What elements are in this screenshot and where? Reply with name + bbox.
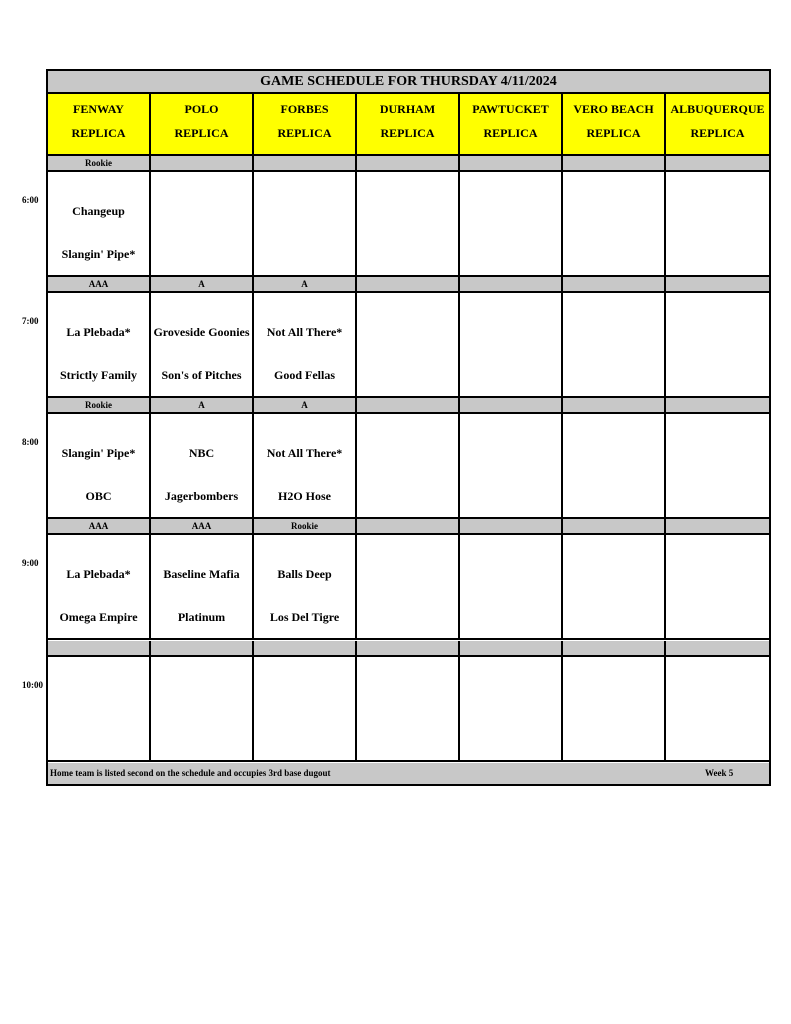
game-cell xyxy=(563,535,666,640)
home-team xyxy=(668,486,767,506)
field-sub: REPLICA xyxy=(71,126,126,140)
game-cell xyxy=(357,657,460,762)
home-team xyxy=(462,729,559,749)
division-label xyxy=(357,398,460,414)
schedule-footer xyxy=(48,763,769,784)
home-team: OBC xyxy=(85,488,112,503)
away-team xyxy=(565,194,662,228)
home-team xyxy=(50,729,147,749)
away-team: NBC xyxy=(188,446,215,460)
away-team xyxy=(668,194,767,228)
field-name: FENWAY xyxy=(73,102,124,116)
away-team xyxy=(565,315,662,349)
division-label xyxy=(460,156,563,172)
away-team: Not All There* xyxy=(266,446,343,460)
division-label xyxy=(666,277,769,293)
division-label: AAA xyxy=(48,519,151,535)
away-team xyxy=(256,679,353,713)
away-team: Slangin' Pipe* xyxy=(61,446,136,460)
home-team xyxy=(359,486,456,506)
slot-time: 10:00 xyxy=(22,680,43,690)
away-team xyxy=(153,194,250,228)
home-team xyxy=(668,365,767,385)
away-team xyxy=(359,679,456,713)
home-team xyxy=(462,365,559,385)
field-name: FORBES xyxy=(280,102,329,116)
field-sub: REPLICA xyxy=(483,126,538,140)
schedule-table xyxy=(46,69,771,786)
division-label xyxy=(357,519,460,535)
game-cell xyxy=(666,535,769,640)
game-cell xyxy=(48,535,151,640)
game-cell xyxy=(460,414,563,519)
game-cell xyxy=(357,535,460,640)
division-label xyxy=(357,641,460,657)
game-cell xyxy=(151,414,254,519)
field-name: VERO BEACH xyxy=(573,102,654,116)
away-team: Baseline Mafia xyxy=(163,567,240,581)
division-label: A xyxy=(151,398,254,414)
game-cell xyxy=(151,657,254,762)
home-team: Platinum xyxy=(177,609,226,624)
field-sub: REPLICA xyxy=(586,126,641,140)
home-team: Omega Empire xyxy=(59,609,138,624)
game-cell xyxy=(254,293,357,398)
home-team xyxy=(462,486,559,506)
away-team xyxy=(462,557,559,591)
division-label xyxy=(563,156,666,172)
field-sub: REPLICA xyxy=(277,126,332,140)
game-cell xyxy=(254,172,357,277)
home-team xyxy=(462,607,559,627)
field-sub: REPLICA xyxy=(690,126,745,140)
division-label: A xyxy=(254,398,357,414)
away-team: Not All There* xyxy=(266,325,343,339)
game-cell xyxy=(254,657,357,762)
game-cell xyxy=(563,172,666,277)
away-team xyxy=(359,194,456,228)
home-team xyxy=(565,244,662,264)
division-label xyxy=(563,398,666,414)
home-team: Jagerbombers xyxy=(164,488,239,503)
division-label: A xyxy=(151,277,254,293)
game-cell xyxy=(460,293,563,398)
away-team xyxy=(565,679,662,713)
away-team: La Plebada* xyxy=(66,567,131,581)
away-team: Balls Deep xyxy=(277,567,332,581)
slot-time: 9:00 xyxy=(22,558,39,568)
game-cell xyxy=(151,172,254,277)
game-cell xyxy=(48,657,151,762)
division-label: Rookie xyxy=(48,398,151,414)
away-team xyxy=(359,436,456,470)
home-team: Good Fellas xyxy=(273,367,335,382)
away-team xyxy=(153,679,250,713)
game-cell xyxy=(563,293,666,398)
home-team xyxy=(359,607,456,627)
game-cell xyxy=(563,657,666,762)
away-team xyxy=(462,315,559,349)
away-team xyxy=(668,315,767,349)
week-label: Week 5 xyxy=(705,768,734,778)
away-team: Groveside Goonies xyxy=(153,325,250,339)
game-cell xyxy=(48,414,151,519)
division-label xyxy=(357,156,460,172)
home-team xyxy=(153,729,250,749)
home-team xyxy=(359,365,456,385)
game-cell xyxy=(666,657,769,762)
game-cell xyxy=(357,172,460,277)
slot-time: 6:00 xyxy=(22,195,39,205)
home-team xyxy=(256,729,353,749)
game-cell xyxy=(151,293,254,398)
division-label: Rookie xyxy=(48,156,151,172)
division-label: Rookie xyxy=(254,519,357,535)
away-team xyxy=(359,315,456,349)
division-label: AAA xyxy=(48,277,151,293)
field-name: PAWTUCKET xyxy=(472,102,549,116)
home-team: Slangin' Pipe* xyxy=(61,246,136,261)
game-cell xyxy=(563,414,666,519)
game-cell xyxy=(48,293,151,398)
field-header-7 xyxy=(666,94,769,156)
division-label xyxy=(254,156,357,172)
home-team xyxy=(462,244,559,264)
division-label xyxy=(666,398,769,414)
away-team xyxy=(668,557,767,591)
division-label xyxy=(460,277,563,293)
home-team xyxy=(565,365,662,385)
game-cell xyxy=(460,172,563,277)
field-sub: REPLICA xyxy=(174,126,229,140)
slot-time: 8:00 xyxy=(22,437,39,447)
away-team: La Plebada* xyxy=(66,325,131,339)
field-name: POLO xyxy=(184,102,219,116)
home-team xyxy=(668,729,767,749)
home-team: Son's of Pitches xyxy=(161,367,242,382)
field-header-2 xyxy=(151,94,254,156)
field-sub: REPLICA xyxy=(380,126,435,140)
division-label xyxy=(48,641,151,657)
field-name: ALBUQUERQUE xyxy=(670,102,765,116)
away-team xyxy=(668,679,767,713)
slot-time: 7:00 xyxy=(22,316,39,326)
field-header-1 xyxy=(48,94,151,156)
home-team xyxy=(565,486,662,506)
game-cell xyxy=(666,414,769,519)
game-cell xyxy=(666,172,769,277)
home-team xyxy=(359,729,456,749)
division-label xyxy=(563,641,666,657)
division-label xyxy=(666,156,769,172)
game-cell xyxy=(666,293,769,398)
home-team: H2O Hose xyxy=(278,488,331,503)
game-cell xyxy=(460,657,563,762)
away-team xyxy=(668,436,767,470)
field-name: DURHAM xyxy=(379,102,436,116)
home-team xyxy=(359,244,456,264)
division-label xyxy=(151,156,254,172)
division-label: AAA xyxy=(151,519,254,535)
division-label xyxy=(254,641,357,657)
home-team xyxy=(153,244,250,264)
game-cell xyxy=(48,172,151,277)
away-team xyxy=(462,194,559,228)
division-label xyxy=(563,519,666,535)
away-team xyxy=(462,679,559,713)
away-team xyxy=(565,436,662,470)
game-cell xyxy=(254,414,357,519)
division-label xyxy=(563,277,666,293)
field-header-6 xyxy=(563,94,666,156)
home-team xyxy=(668,607,767,627)
game-cell xyxy=(254,535,357,640)
schedule-title: GAME SCHEDULE FOR THURSDAY 4/11/2024 xyxy=(48,71,769,94)
away-team xyxy=(359,557,456,591)
game-cell xyxy=(460,535,563,640)
home-team: Strictly Family xyxy=(60,367,137,382)
away-team xyxy=(50,679,147,713)
game-cell xyxy=(151,535,254,640)
division-label xyxy=(666,519,769,535)
away-team xyxy=(565,557,662,591)
home-team xyxy=(565,729,662,749)
home-team: Los Del Tigre xyxy=(269,609,340,624)
game-cell xyxy=(357,293,460,398)
division-label: A xyxy=(254,277,357,293)
division-label xyxy=(460,519,563,535)
home-team xyxy=(668,244,767,264)
home-team xyxy=(565,607,662,627)
home-team xyxy=(256,244,353,264)
game-cell xyxy=(357,414,460,519)
home-team-note: Home team is listed second on the schedule and occupies 3rd base dugout xyxy=(50,768,331,778)
away-team: Changeup xyxy=(72,204,125,218)
away-team xyxy=(462,436,559,470)
division-label xyxy=(666,641,769,657)
field-header-4 xyxy=(357,94,460,156)
division-label xyxy=(460,398,563,414)
division-label xyxy=(357,277,460,293)
division-label xyxy=(460,641,563,657)
division-label xyxy=(151,641,254,657)
field-header-3 xyxy=(254,94,357,156)
away-team xyxy=(256,194,353,228)
field-header-5 xyxy=(460,94,563,156)
